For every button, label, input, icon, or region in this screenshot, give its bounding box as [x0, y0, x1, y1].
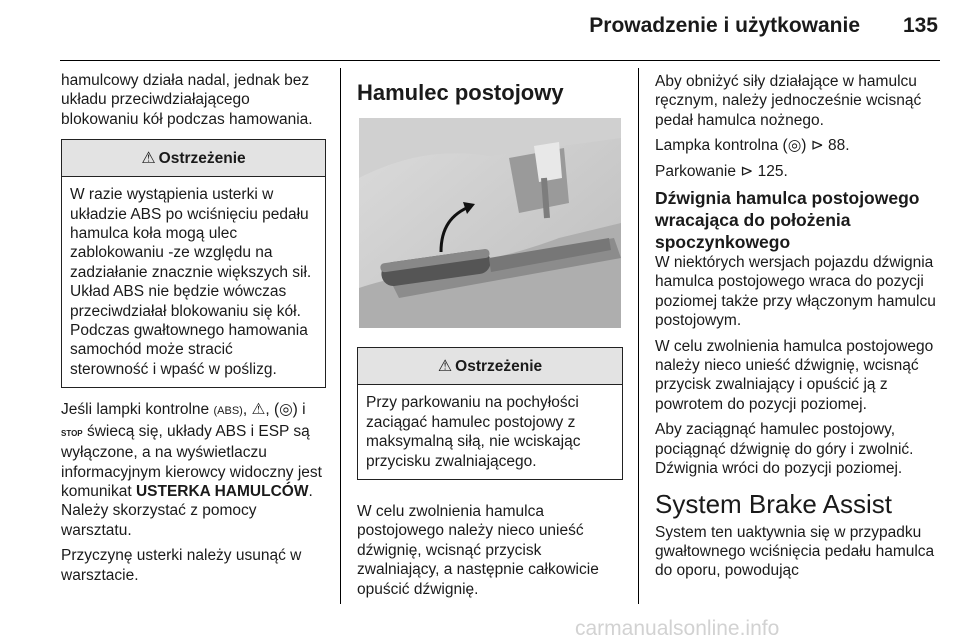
page-reference-link[interactable]: ⊳ 125. [740, 162, 788, 180]
paragraph-warning-lamps: Jeśli lampki kontrolne (ABS), ⚠, (◎) i STOP świecą się, układy ABS i ESP są wyłączone, a na wyświetlaczu informacyjnym kierowcy widoczny jest komunikat USTERKA HAMULCÓW. Należy skorzystać z pomocy warsztatu. [61, 401, 322, 539]
column-3 [655, 72, 937, 587]
message-text: USTERKA HAMULCÓW [135, 482, 309, 500]
parking-brake-illustration [359, 118, 621, 328]
warning-title: Ostrzeżenie [158, 149, 246, 167]
paragraph: W niektórych wersjach pojazdu dźwignia hamulca postojowego wraca do pozycji poziomej także przy włączonym hamulcu postojowym. [655, 254, 936, 330]
warning-header [358, 348, 622, 385]
paragraph-lamp: Lampka kontrolna (◎) ⊳ 88. [655, 137, 850, 155]
column-divider-1 [340, 68, 341, 604]
section-heading-brake-assist: System Brake Assist [655, 488, 892, 519]
column-1 [61, 71, 326, 591]
warning-header [62, 140, 325, 177]
warning-text: W razie wystąpienia usterki w układzie ABS po wciśnięciu pedału hamulca koła mogą ulec zablokowaniu ‑ze względu na zadziałanie znacznie większych sił. Układ ABS nie będzie wówczas przeciwdziałał blokowaniu się kół. Podczas gwałtownego hamowania samochód może stracić sterowność i wpaść w poślizg. [70, 186, 312, 378]
column-2 [357, 74, 623, 605]
brake-lamp-icon: (◎) [273, 401, 298, 419]
warning-text: Przy parkowaniu na pochyłości zaciągać hamulec postojowy z maksymalną siłą, nie wciskając przycisku zwalniającego. [366, 394, 581, 470]
subsection-heading: Dźwignia hamulca postojowego wracająca do położenia spoczynkowego [655, 188, 920, 253]
page-number: 135 [902, 14, 938, 37]
warning-triangle-icon: ⚠ [437, 357, 453, 375]
brake-lamp-icon: (◎) [782, 137, 807, 155]
warning-triangle-icon: ⚠ [141, 149, 156, 167]
page-title: Prowadzenie i użytkowanie [589, 14, 860, 37]
stop-lamp-icon: STOP [61, 428, 83, 438]
section-heading-parking-brake: Hamulec postojowy [357, 80, 564, 105]
paragraph: hamulcowy działa nadal, jednak bez układu przeciwdziałającego blokowaniu kół podczas hamowania. [61, 72, 313, 128]
abs-lamp-icon: (ABS) [213, 405, 243, 418]
warning-title: Ostrzeżenie [455, 357, 543, 375]
header-rule [60, 60, 940, 61]
paragraph: System ten uaktywnia się w przypadku gwałtownego wciśnięcia pedału hamulca do oporu, powodując [655, 523, 935, 580]
column-divider-2 [638, 68, 639, 604]
watermark: carmanualsonline.info [575, 617, 780, 640]
warning-box [61, 139, 326, 388]
paragraph: W celu zwolnienia hamulca postojowego należy nieco unieść dźwignię, wcisnąć przycisk zwalniający, a następnie całkowicie opuścić dźwignię. [357, 503, 599, 598]
paragraph-parking: Parkowanie ⊳ 125. [655, 162, 788, 180]
paragraph: W celu zwolnienia hamulca postojowego należy nieco unieść dźwignię, wcisnąć przycisk zwalniający i opuścić ją z powrotem do pozycji poziomej. [655, 337, 934, 413]
warning-box [357, 347, 623, 480]
page-reference-link[interactable]: ⊳ 88. [806, 137, 850, 155]
paragraph: Aby zaciągnąć hamulec postojowy, pociągnąć dźwignię do góry i zwolnić. Dźwignia wróci do pozycji poziomej. [655, 421, 914, 478]
paragraph: Aby obniżyć siły działające w hamulcu ręcznym, należy jednocześnie wcisnąć pedał hamulca nożnego. [655, 73, 922, 129]
paragraph: Przyczynę usterki należy usunąć w warsztacie. [61, 547, 302, 584]
esp-lamp-icon: ⚠ [251, 401, 266, 419]
